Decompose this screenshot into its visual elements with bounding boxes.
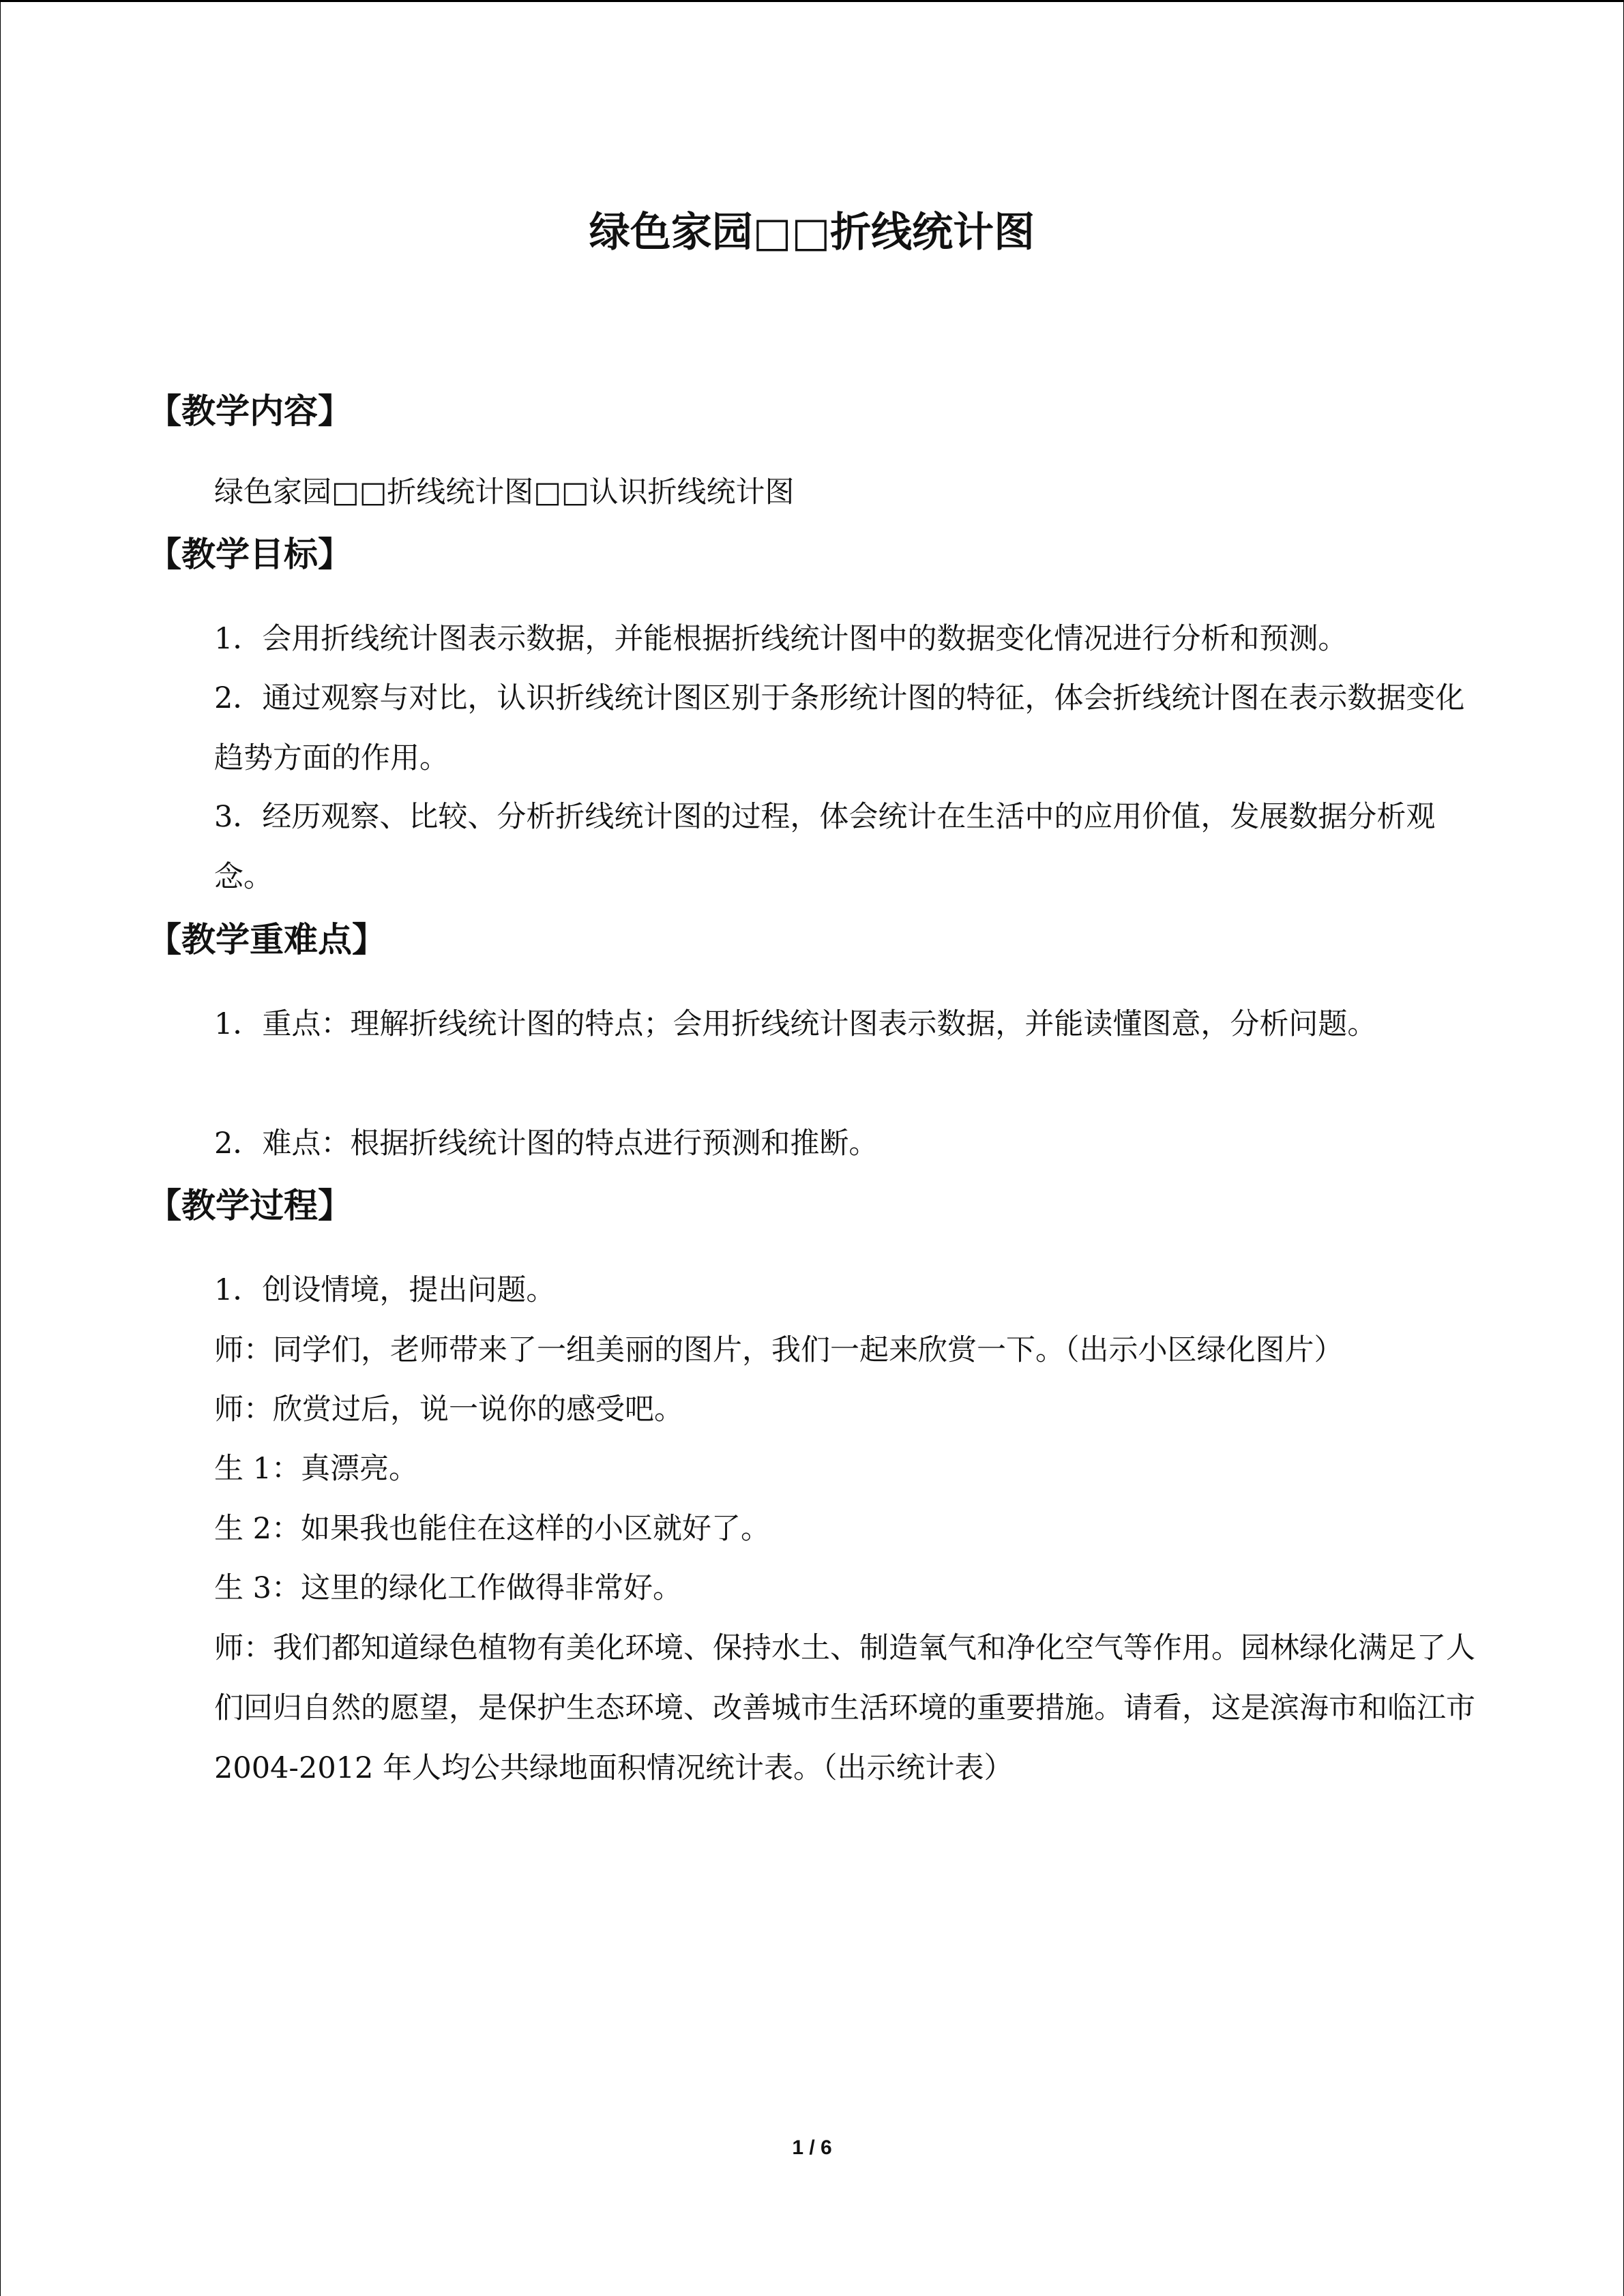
page-number: 1 / 6 <box>792 2136 832 2159</box>
document-title: 绿色家园□□折线统计图 <box>589 209 1035 256</box>
process-item-2: 师：同学们，老师带来了一组美丽的图片，我们一起来欣赏一下。（出示小区绿化图片） <box>214 1333 1344 1367</box>
section-heading-content: 【教学内容】 <box>147 391 352 431</box>
section-heading-key-points: 【教学重难点】 <box>147 920 386 959</box>
process-item-5: 生 2：如果我也能住在这样的小区就好了。 <box>214 1512 771 1546</box>
key-point-item-2: 2．难点：根据折线统计图的特点进行预测和推断。 <box>214 1127 879 1161</box>
key-point-item-1: 1．重点：理解折线统计图的特点；会用折线统计图表示数据，并能读懂图意，分析问题。 <box>214 1007 1377 1041</box>
content-paragraph: 绿色家园□□折线统计图□□认识折线统计图 <box>214 475 795 509</box>
objective-item-2: 2．通过观察与对比，认识折线统计图区别于条形统计图的特征，体会折线统计图在表示数据变化趋势方面的作用。 <box>214 681 1465 775</box>
process-item-7: 师：我们都知道绿色植物有美化环境、保持水土、制造氧气和净化空气等作用。园林绿化满足了人们回归自然的愿望，是保护生态环境、改善城市生活环境的重要措施。请看，这是滨海市和临江市 2004-2012 年人均公共绿地面积情况统计表。（出示统计表） <box>214 1631 1475 1785</box>
objective-item-3: 3．经历观察、比较、分析折线统计图的过程，体会统计在生活中的应用价值，发展数据分析观念。 <box>214 800 1436 894</box>
section-heading-process: 【教学过程】 <box>147 1186 352 1225</box>
objective-item-1: 1．会用折线统计图表示数据，并能根据折线统计图中的数据变化情况进行分析和预测。 <box>214 622 1348 656</box>
process-item-3: 师：欣赏过后，说一说你的感受吧。 <box>214 1392 683 1427</box>
process-item-6: 生 3：这里的绿化工作做得非常好。 <box>214 1571 683 1605</box>
section-heading-objectives: 【教学目标】 <box>147 535 352 574</box>
process-item-1: 1．创设情境，提出问题。 <box>214 1273 556 1307</box>
process-item-4: 生 1：真漂亮。 <box>214 1452 419 1486</box>
